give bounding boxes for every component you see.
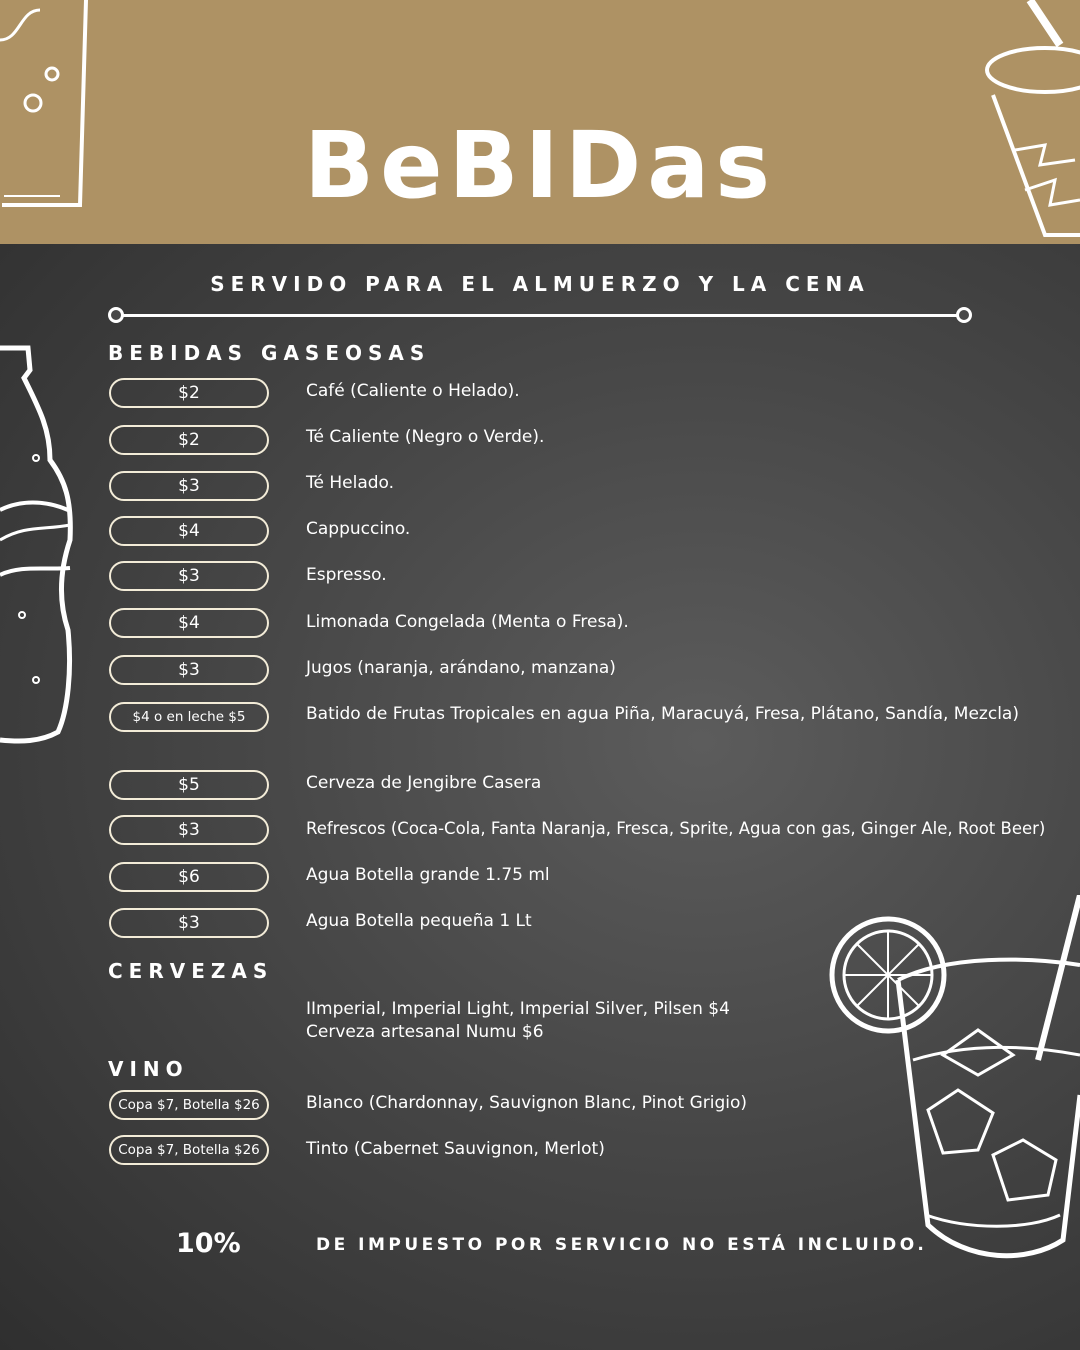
price-pill: $3 <box>109 815 269 845</box>
beer-list <box>306 998 730 1044</box>
lemonade-glass-icon <box>828 895 1080 1265</box>
wine-price-pill: Copa $7, Botella $26 <box>109 1090 269 1120</box>
price-pill: $3 <box>109 561 269 591</box>
section-title-cervezas: CERVEZAS <box>108 959 274 983</box>
price-pill: $2 <box>109 425 269 455</box>
wine-price-pill: Copa $7, Botella $26 <box>109 1135 269 1165</box>
drink-item: Té Caliente (Negro o Verde). <box>306 427 545 447</box>
beer-line: Cerveza artesanal Numu $6 <box>306 1022 544 1042</box>
section-title-vino: VINO <box>108 1057 189 1081</box>
service-tax-note: DE IMPUESTO POR SERVICIO NO ESTÁ INCLUIDO. <box>316 1235 928 1255</box>
drink-item: Café (Caliente o Helado). <box>306 381 520 401</box>
price-pill: $3 <box>109 471 269 501</box>
price-pill: $2 <box>109 378 269 408</box>
drink-item: Cerveza de Jengibre Casera <box>306 773 542 793</box>
divider-dot-right <box>956 307 972 323</box>
divider-line <box>116 314 964 317</box>
section-title-gaseosas: BEBIDAS GASEOSAS <box>108 341 431 365</box>
price-pill: $4 <box>109 608 269 638</box>
price-pill: $6 <box>109 862 269 892</box>
price-pill: $4 o en leche $5 <box>109 702 269 732</box>
wine-item: Tinto (Cabernet Sauvignon, Merlot) <box>306 1139 605 1159</box>
wine-item: Blanco (Chardonnay, Sauvignon Blanc, Pinot Grigio) <box>306 1093 748 1113</box>
drink-item: Té Helado. <box>306 473 395 493</box>
service-tax-percent: 10% <box>176 1228 241 1259</box>
drink-item: Cappuccino. <box>306 519 411 539</box>
divider-dot-left <box>108 307 124 323</box>
price-pill: $3 <box>109 655 269 685</box>
drink-item: Agua Botella grande 1.75 ml <box>306 865 550 885</box>
drink-item: Batido de Frutas Tropicales en agua Piña, Maracuyá, Fresa, Plátano, Sandía, Mezcla) <box>306 704 1019 724</box>
soda-bottle-icon <box>0 340 80 750</box>
drink-item: Agua Botella pequeña 1 Lt <box>306 911 532 931</box>
beer-line: IImperial, Imperial Light, Imperial Silver, Pilsen $4 <box>306 999 730 1019</box>
price-pill: $4 <box>109 516 269 546</box>
page-title: BeBIDas <box>303 112 777 219</box>
subtitle: SERVIDO PARA EL ALMUERZO Y LA CENA <box>210 272 870 296</box>
price-pill: $3 <box>109 908 269 938</box>
drink-item: Refrescos (Coca-Cola, Fanta Naranja, Fresca, Sprite, Agua con gas, Ginger Ale, Root Beer) <box>306 819 1046 838</box>
price-pill: $5 <box>109 770 269 800</box>
drink-item: Espresso. <box>306 565 387 585</box>
drink-item: Limonada Congelada (Menta o Fresa). <box>306 612 629 632</box>
drink-item: Jugos (naranja, arándano, manzana) <box>306 658 616 678</box>
